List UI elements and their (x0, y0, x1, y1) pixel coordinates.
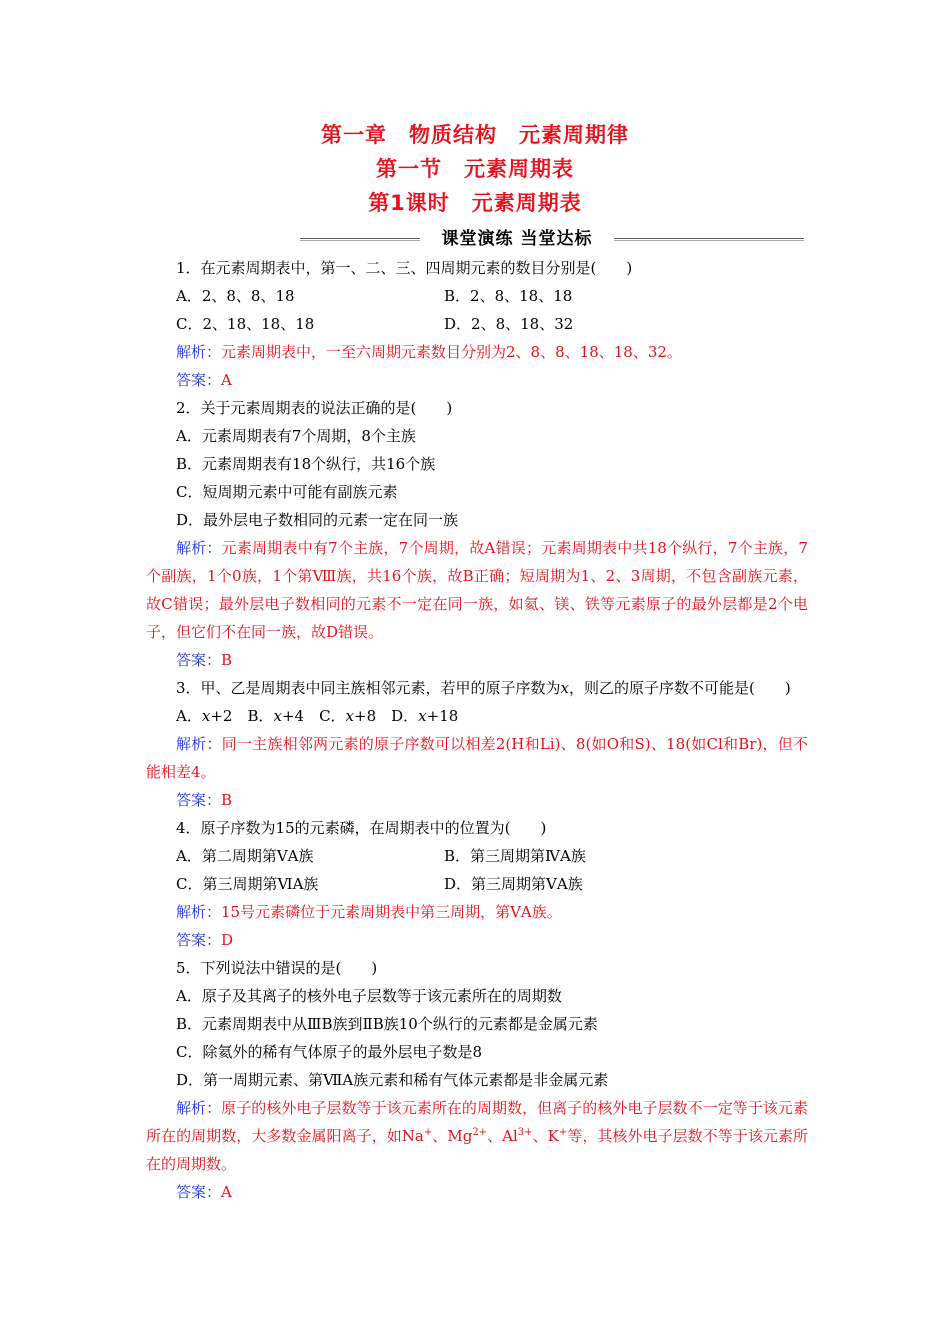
question-4-option-b: B．第三周期第ⅣA族 (444, 847, 586, 865)
analysis-text: 元素周期表中有7个主族，7个周期，故A错误；元素周期表中共18个纵行，7个主族，7个副族，1个0族，1个第Ⅷ族，共16个族，故B正确；短周期为1、2、3周期，不包含副族元素，故C错误；最外层电子数相同的元素不一定在同一族，如氦、镁、铁等元素原子的最外层都是2个电子，但它们不在同一族，故D错误。 (146, 539, 808, 641)
answer-value: B (221, 651, 233, 669)
question-2-answer (146, 646, 808, 674)
question-4-answer (146, 926, 808, 954)
lesson-title: 第1课时 元素周期表 (368, 191, 582, 215)
question-1-options-cd (146, 310, 808, 338)
question-4-option-c: C．第三周期第ⅥA族 (176, 875, 319, 893)
question-2-option-d: D．最外层电子数相同的元素一定在同一族 (176, 511, 459, 529)
question-4-options-cd (146, 870, 808, 898)
analysis-label: 解析： (176, 735, 222, 753)
answer-value: D (221, 931, 234, 949)
analysis-label: 解析： (176, 343, 222, 361)
analysis-sep-1: 、Mg (432, 1127, 473, 1145)
question-1-analysis (146, 338, 808, 366)
question-1-option-a: A．2、8、8、18 (176, 287, 295, 305)
banner-rule-left-shadow (300, 240, 420, 241)
question-3-stem (146, 674, 808, 702)
question-3-option-b-label: B． (232, 707, 274, 725)
question-5-option-c: C．除氦外的稀有气体原子的最外层电子数是8 (176, 1043, 483, 1061)
question-1-options-ab (146, 282, 808, 310)
analysis-text: 15号元素磷位于元素周期表中第三周期，第ⅤA族。 (221, 903, 562, 921)
question-3-stem-part2: ，则乙的原子序数不可能是( ) (569, 679, 791, 697)
question-2-stem: 2．关于元素周期表的说法正确的是( ) (176, 399, 453, 417)
exercise-content (146, 254, 808, 1206)
question-3-options (146, 702, 808, 730)
charge-sodium: + (423, 1127, 433, 1138)
question-4-option-d: D．第三周期第ⅤA族 (444, 875, 583, 893)
question-5-option-d: D．第一周期元素、第ⅦA族元素和稀有气体元素都是非金属元素 (176, 1071, 609, 1089)
banner-label: 课堂演练 当堂达标 (441, 229, 593, 249)
question-1-option-b: B．2、8、18、18 (444, 287, 573, 305)
answer-label: 答案： (176, 1183, 222, 1201)
question-5-stem: 5．下列说法中错误的是( ) (176, 959, 378, 977)
question-5-analysis (146, 1094, 808, 1178)
analysis-sep-2: 、Al (487, 1127, 518, 1145)
question-3-option-c-label: C． (304, 707, 346, 725)
charge-aluminium: 3+ (517, 1127, 533, 1138)
question-3-option-d-label: D． (376, 707, 419, 725)
question-2-option-a: A．元素周期表有7个周期，8个主族 (176, 427, 416, 445)
question-3-option-d-value: +18 (426, 707, 459, 725)
answer-value: B (221, 791, 233, 809)
answer-label: 答案： (176, 651, 222, 669)
analysis-label: 解析： (176, 539, 222, 557)
question-3-option-a-value: +2 (210, 707, 233, 725)
question-3-option-c-var: x (345, 707, 355, 725)
answer-label: 答案： (176, 791, 222, 809)
question-1-option-d: D．2、8、18、32 (444, 315, 574, 333)
banner-rule-right-shadow (614, 240, 804, 241)
section-banner (300, 228, 804, 250)
question-5-option-a: A．原子及其离子的核外电子层数等于该元素所在的周期数 (176, 987, 562, 1005)
question-3-option-a-var: x (201, 707, 211, 725)
title-block (0, 118, 950, 220)
question-3-answer (146, 786, 808, 814)
question-4-stem: 4．原子序数为15的元素磷，在周期表中的位置为( ) (176, 819, 547, 837)
question-3-option-b-value: +4 (281, 707, 305, 725)
answer-value: A (221, 1183, 232, 1201)
question-5-answer (146, 1178, 808, 1206)
analysis-text: 同一主族相邻两元素的原子序数可以相差2(H和Li)、8(如O和S)、18(如Cl和Br)，但不能相差4。 (146, 735, 808, 781)
analysis-sep-3: 、K (532, 1127, 559, 1145)
analysis-text (146, 1099, 808, 1173)
question-1-stem: 1．在元素周期表中，第一、二、三、四周期元素的数目分别是( ) (176, 259, 633, 277)
question-2-analysis (146, 534, 808, 646)
analysis-text-part2: 等，其核外电子层数不等于该元素所在的周期数。 (146, 1127, 808, 1173)
charge-magnesium: 2+ (472, 1127, 488, 1138)
analysis-text-part1: 原子的核外电子层数等于该元素所在的周期数，但离子的核外电子层数不一定等于该元素所在的周期数，大多数金属阳离子，如Na (146, 1099, 808, 1145)
answer-label: 答案： (176, 931, 222, 949)
question-3-stem-part1: 3．甲、乙是周期表中同主族相邻元素，若甲的原子序数为 (176, 679, 561, 697)
question-3-option-d-var: x (418, 707, 427, 725)
question-1-answer (146, 366, 808, 394)
question-3-analysis (146, 730, 808, 786)
analysis-label: 解析： (176, 1099, 222, 1117)
question-4-analysis (146, 898, 808, 926)
charge-potassium: + (558, 1127, 568, 1138)
question-3-variable: x (560, 679, 570, 697)
question-4-option-a: A．第二周期第ⅤA族 (176, 847, 314, 865)
question-3-option-c-value: +8 (354, 707, 377, 725)
question-4-options-ab (146, 842, 808, 870)
question-1-option-c: C．2、18、18、18 (176, 315, 315, 333)
section-title: 第一节 元素周期表 (376, 157, 574, 181)
answer-value: A (221, 371, 232, 389)
question-2-option-c: C．短周期元素中可能有副族元素 (176, 483, 398, 501)
question-5-option-b: B．元素周期表中从ⅢB族到ⅡB族10个纵行的元素都是金属元素 (176, 1015, 598, 1033)
analysis-text: 元素周期表中，一至六周期元素数目分别为2、8、8、18、18、32。 (221, 343, 682, 361)
banner-rule-left (300, 238, 420, 239)
answer-label: 答案： (176, 371, 222, 389)
question-2-option-b: B．元素周期表有18个纵行，共16个族 (176, 455, 436, 473)
banner-rule-right (614, 238, 804, 239)
chapter-title: 第一章 物质结构 元素周期律 (321, 123, 629, 147)
question-3-option-a-label: A． (176, 707, 202, 725)
analysis-label: 解析： (176, 903, 222, 921)
question-3-option-b-var: x (273, 707, 282, 725)
